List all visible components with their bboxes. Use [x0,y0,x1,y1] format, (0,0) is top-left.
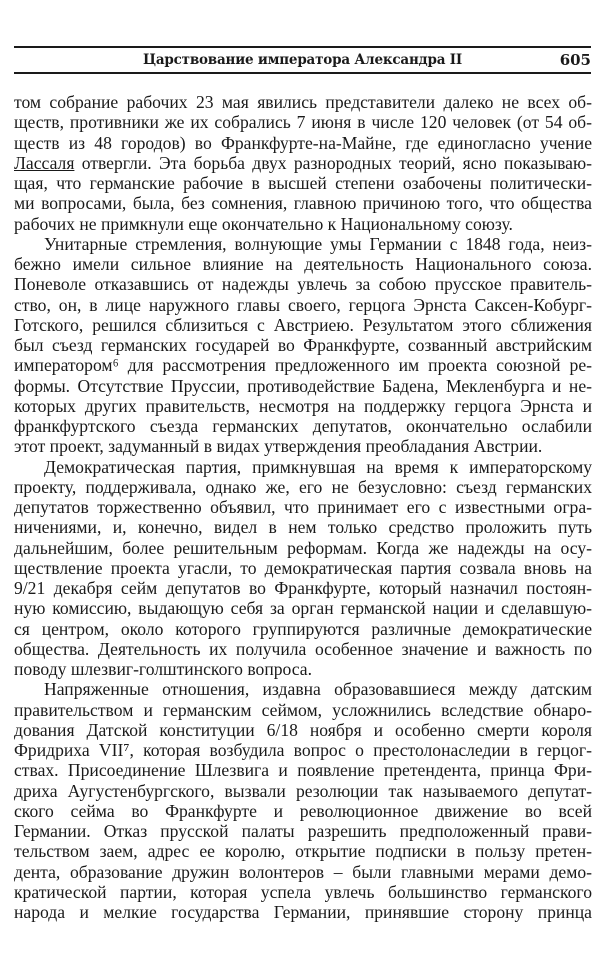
paragraph [14,457,592,680]
text-line: ществление проекта угасли, то демократическая партия созвала вновь на [14,557,592,578]
text-line: Германии. Отказ прусской палаты разрешить предположенный прави- [14,821,592,841]
text-line: ми вопросами, была, без сомнения, главною причиною того, что общества [14,193,592,214]
text-line: дальнейшим, более решительным реформам. Когда же надежды на осу- [14,537,592,558]
page-number: 605 [559,51,591,69]
text-line: этот проект, задуманный в видах утверждения преобладания Австрии. [14,436,543,457]
text-line: Демократическая партия, примкнувшая на время к императорскому [44,456,592,477]
text-line: дриха Аугустенбургского, вызвали резолюции так называемого депутат- [14,780,592,801]
header-bottom-rule [14,72,591,74]
text-line: ничениями, и, конечно, видел в нем только средство проложить путь [14,517,592,538]
text-line: депутатов торжественно объявил, что принимает его с известными огра- [14,497,592,517]
header-top-rule [14,46,591,48]
running-header [14,49,591,71]
paragraph [14,234,592,457]
text-line [14,153,592,173]
text-line: общества. Деятельность их получила особенное значение и важность по [14,638,592,659]
text-line: рабочих не примкнули еще окончательно к Национальному союзу. [14,213,513,234]
text-line: ся центром, около которого группируются различные демократические [14,618,592,639]
text-line: франкфуртского съезда германских депутатов, окончательно ослабили [14,416,592,436]
text-line: ществ из 48 городов) во Франкфурте-на-Майне, где единогласно учение [14,132,592,153]
text-line: ную комиссию, выдающую себя за орган германской нации и сделавшую- [14,598,592,619]
text-line: Унитарные стремления, волнующие умы Германии с 1848 года, неиз- [44,233,592,254]
paragraph [14,679,592,922]
text-line: Напряженные отношения, издавна образовавшиеся между датским [44,679,592,700]
text-line: которых других правительств, несмотря на поддержку герцога Эрнста и [14,395,592,416]
text-line: щая, что германские рабочие в высшей степени озабочены политически- [14,173,592,193]
text-line: формы. Отсутствие Пруссии, противодействие Бадена, Мекленбурга и не- [14,375,592,396]
body-text [14,92,592,922]
text-line: был съезд германских государей во Франкфурте, созванный австрийским [14,335,592,355]
text-line: дента, образование дружин волонтеров – были главными мерами демо- [14,861,592,882]
text-line: тельством заем, адрес ее королю, открытие подписки в пользу претен- [14,841,592,862]
paragraph [14,92,592,234]
text-line: проекту, поддерживала, однако же, его не безусловно: съезд германских [14,476,592,497]
text-line: Готского, решился сблизиться с Австриею. Результатом этого сближения [14,314,592,335]
text-line: кратической партии, которая успела увлечь большинство германского [14,881,592,902]
text-line: ского сейма во Франкфурте и революционное движение во всей [14,800,592,821]
text-line: ство, он, в лице наружного главы своего, герцога Эрнста Саксен-Кобург- [14,294,592,315]
line-rest: отвергли. Эта борьба двух разнородных теорий, ясно показываю- [74,152,592,173]
running-header-title: Царствование императора Александра II [143,52,462,68]
text-line: поводу шлезвиг-голштинского вопроса. [14,659,313,679]
text-line: дования Датской конституции 6/18 ноября и особенно смерти короля [14,719,592,740]
text-line: народа и мелкие государства Германии, принявшие сторону принца [14,902,592,922]
underlined-name: Лассаля [14,152,75,173]
text-line: Поневоле отказавшись от надежды увлечь за собою прусское правитель- [14,274,592,295]
text-line: Фридриха VII⁷, которая возбудила вопрос о престолонаследии в герцог- [14,740,592,760]
text-line: бежно имели сильное влияние на деятельность Национального союза. [14,254,592,274]
text-line: ществ, противники же их собрались 7 июня в числе 120 человек (от 54 об- [14,112,592,133]
text-line: ствах. Присоединение Шлезвига и появление претендента, принца Фри- [14,760,592,781]
text-line: 9/21 декабря сейм депутатов во Франкфурте, который назначил постоян- [14,578,592,598]
text-line: императором⁶ для рассмотрения предложенного им проекта союзной ре- [14,355,592,376]
text-line: том собрание рабочих 23 мая явились представители далеко не всех об- [14,92,592,112]
text-line: правительством и германским сеймом, усложнились вследствие обнаро- [14,699,592,720]
